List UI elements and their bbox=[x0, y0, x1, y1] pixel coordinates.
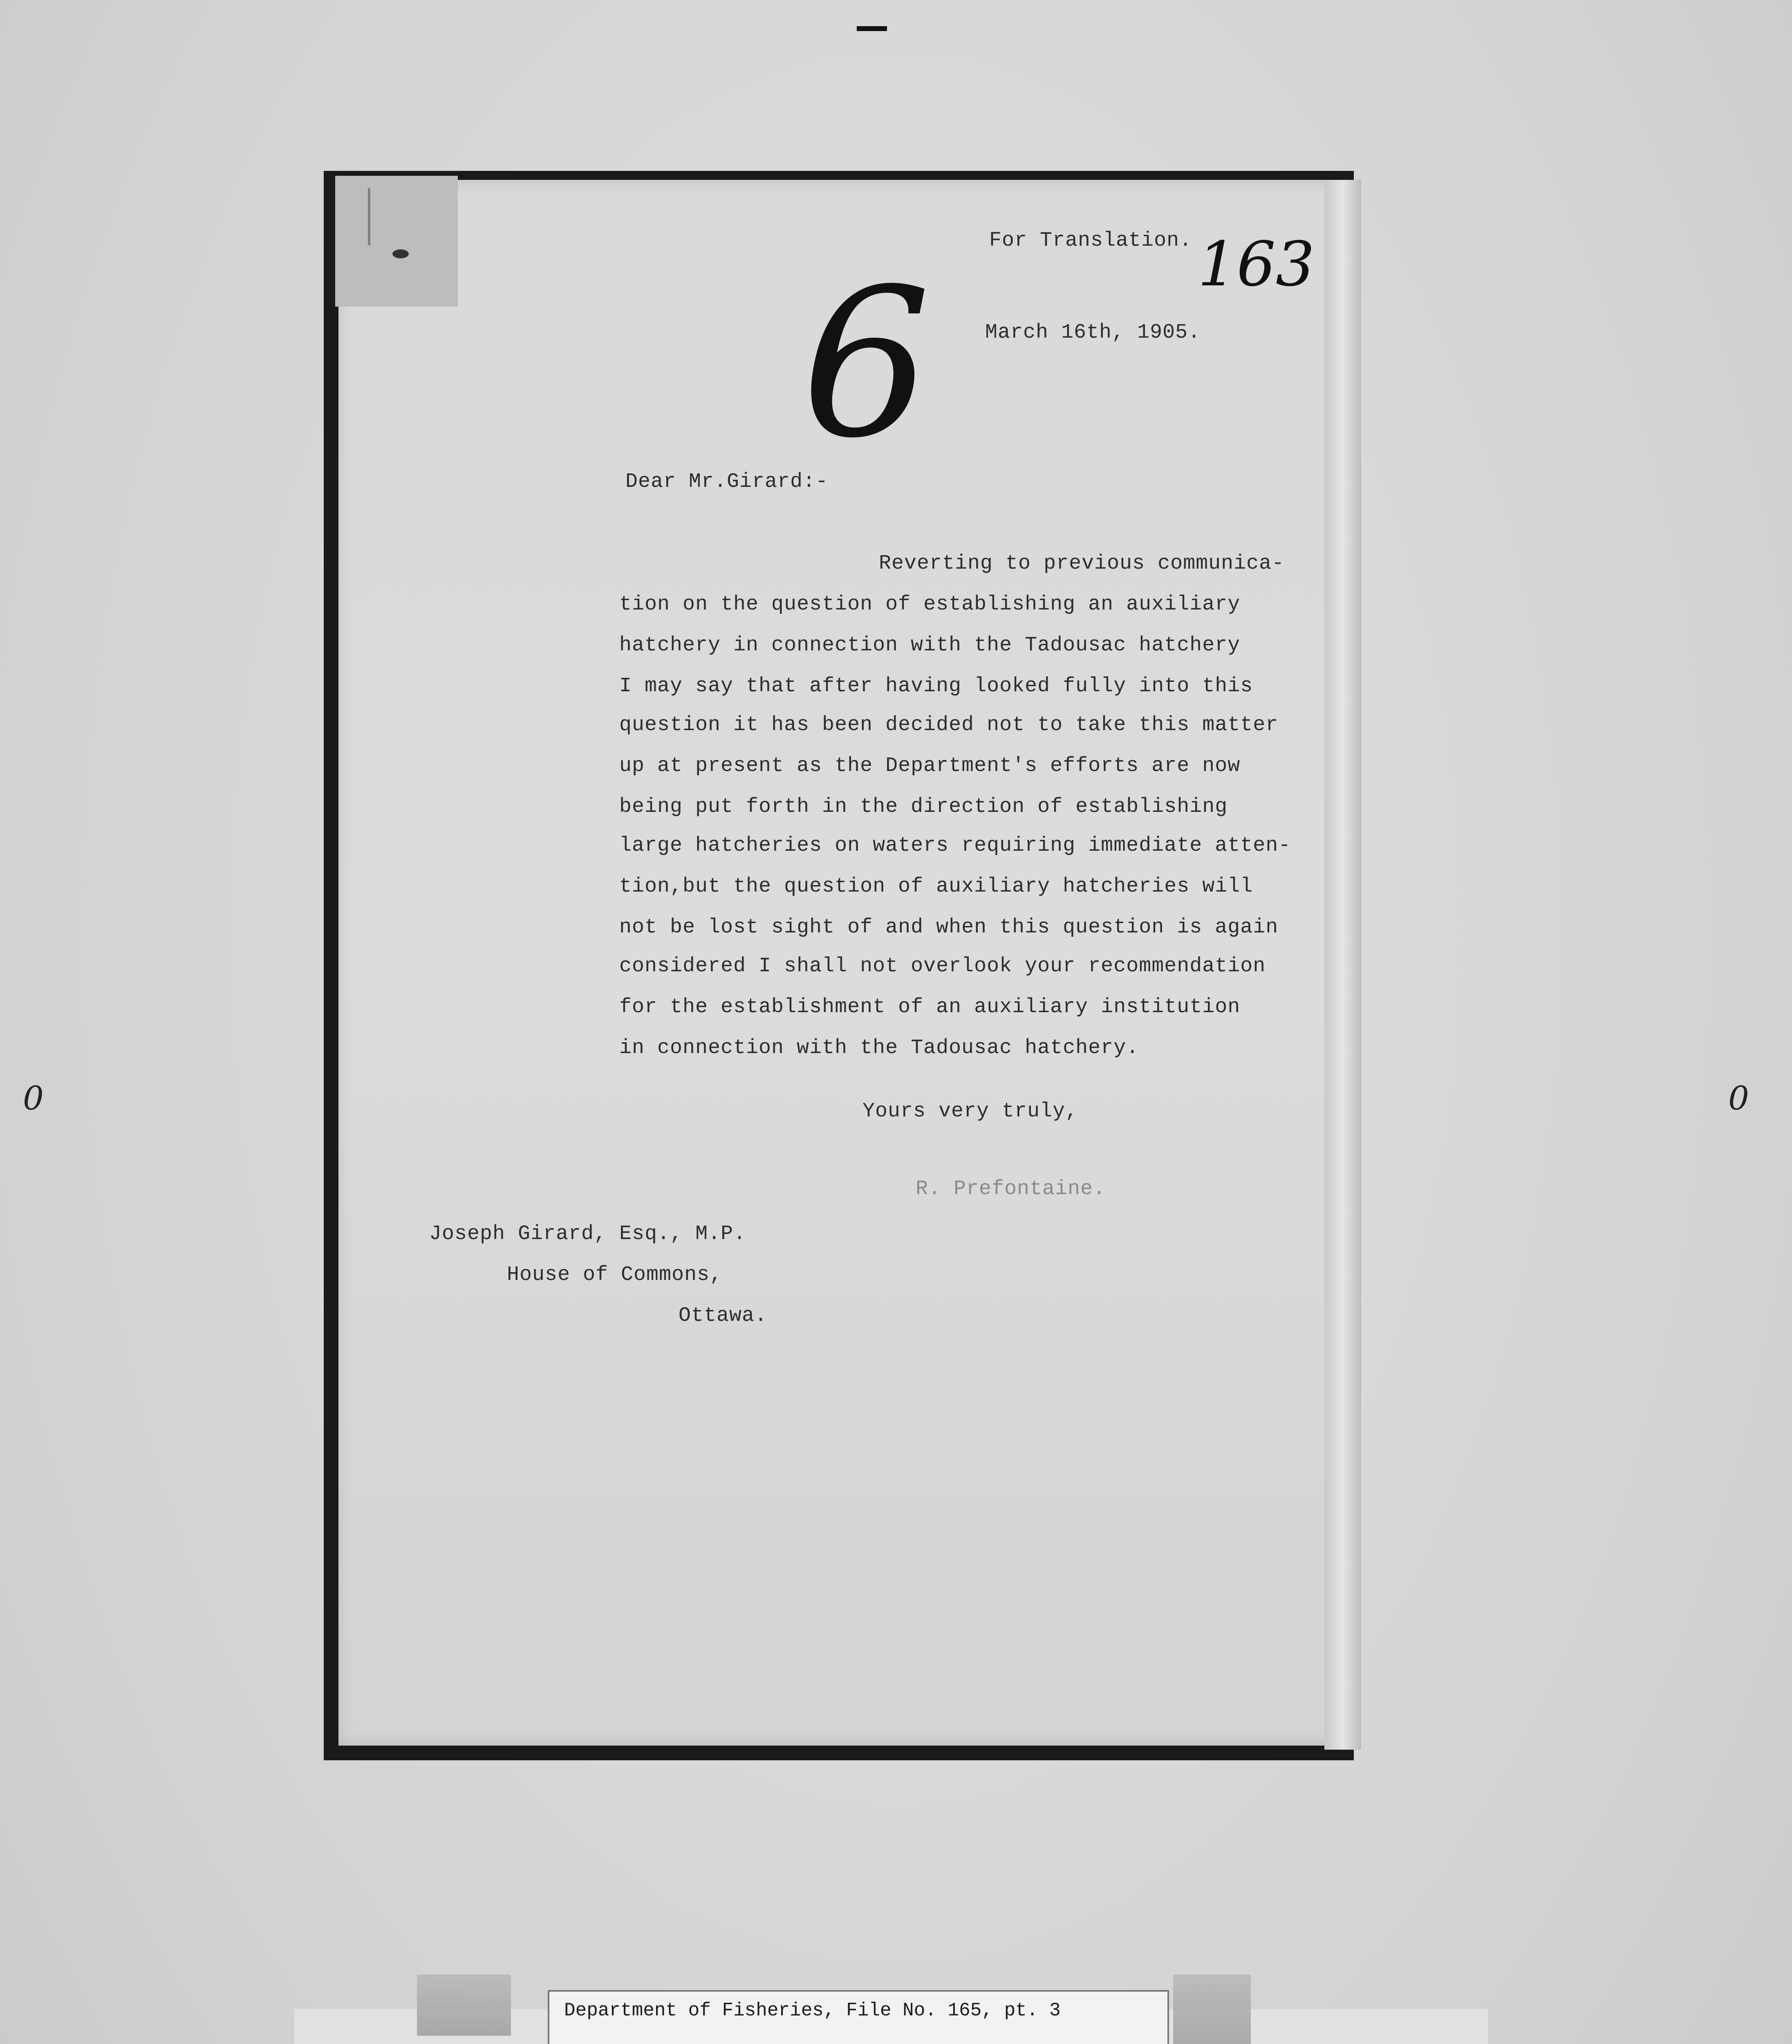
label-tape bbox=[417, 1975, 511, 2036]
letter-date: March 16th, 1905. bbox=[985, 321, 1201, 344]
right-edge-mark: 0 bbox=[1728, 1079, 1749, 1117]
body-line: I may say that after having looked fully into this bbox=[619, 675, 1253, 698]
handwritten-mark: 6 bbox=[801, 245, 932, 483]
file-label: Department of Fisheries, File No. 165, pt. 3 bbox=[564, 2000, 1061, 2021]
corner-scratch bbox=[368, 188, 387, 245]
closing: Yours very truly, bbox=[862, 1100, 1078, 1123]
page-number: 163 bbox=[1198, 229, 1315, 300]
body-line: question it has been decided not to take this matter bbox=[619, 713, 1279, 737]
body-line: tion,but the question of auxiliary hatcheries will bbox=[619, 875, 1253, 898]
body-line: being put forth in the direction of establishing bbox=[619, 795, 1228, 818]
address-line: Joseph Girard, Esq., M.P. bbox=[429, 1222, 746, 1246]
body-line: large hatcheries on waters requiring immediate atten- bbox=[619, 834, 1291, 857]
label-tape bbox=[1173, 1975, 1251, 2044]
address-line: Ottawa. bbox=[679, 1304, 768, 1327]
body-line: in connection with the Tadousac hatchery. bbox=[619, 1036, 1139, 1060]
corner-tape bbox=[335, 176, 458, 307]
header-note: For Translation. bbox=[989, 229, 1192, 252]
sheet-edge bbox=[1324, 180, 1361, 1750]
body-line: hatchery in connection with the Tadousac hatchery bbox=[619, 634, 1241, 657]
salutation: Dear Mr.Girard:- bbox=[625, 470, 829, 493]
body-line: considered I shall not overlook your recommendation bbox=[619, 955, 1266, 978]
body-line: Reverting to previous communica- bbox=[879, 552, 1285, 575]
corner-mark bbox=[392, 249, 409, 258]
address-line: House of Commons, bbox=[507, 1263, 723, 1286]
body-line: for the establishment of an auxiliary institution bbox=[619, 995, 1241, 1019]
body-line: not be lost sight of and when this question is again bbox=[619, 916, 1279, 939]
body-line: tion on the question of establishing an auxiliary bbox=[619, 593, 1241, 616]
top-mark bbox=[857, 26, 887, 31]
left-edge-mark: 0 bbox=[23, 1079, 44, 1117]
body-line: up at present as the Department's efforts are now bbox=[619, 754, 1241, 778]
signature: R. Prefontaine. bbox=[916, 1177, 1106, 1201]
